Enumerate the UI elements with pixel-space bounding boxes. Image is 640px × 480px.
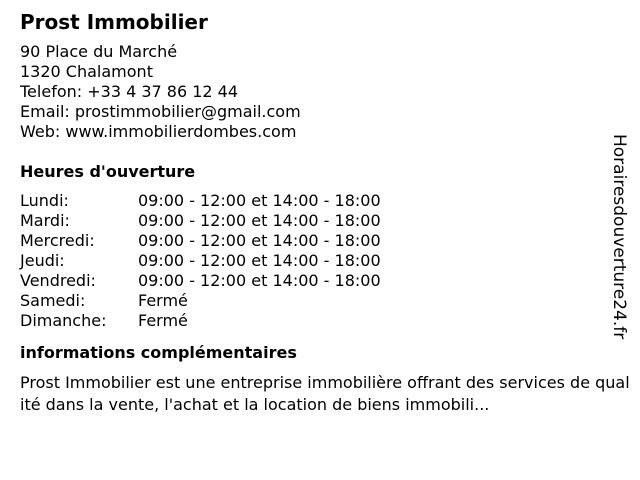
hours-row-monday: [20, 191, 610, 211]
hours-day: Lundi:: [20, 191, 69, 210]
hours-time: 09:00 - 12:00 et 14:00 - 18:00: [138, 271, 381, 290]
hours-row-tuesday: [20, 211, 610, 231]
hours-row-saturday: [20, 291, 610, 311]
additional-info-heading: informations complémentaires: [20, 343, 297, 362]
address-city: 1320 Chalamont: [20, 62, 153, 81]
opening-hours-heading: Heures d'ouverture: [20, 162, 196, 181]
phone-number: Telefon: +33 4 37 86 12 44: [20, 82, 239, 101]
address-street: 90 Place du Marché: [20, 42, 178, 61]
website: Web: www.immobilierdombes.com: [20, 122, 297, 141]
hours-time: 09:00 - 12:00 et 14:00 - 18:00: [138, 191, 381, 210]
hours-row-sunday: [20, 311, 610, 331]
hours-time: 09:00 - 12:00 et 14:00 - 18:00: [138, 211, 381, 230]
hours-day: Mardi:: [20, 211, 70, 230]
hours-row-thursday: [20, 251, 610, 271]
email-address: Email: prostimmobilier@gmail.com: [20, 102, 301, 121]
hours-day: Vendredi:: [20, 271, 96, 290]
hours-time: Fermé: [138, 291, 188, 310]
business-description: Prost Immobilier est une entreprise immobilière offrant des services de qualité dans la vente, l'achat et la location de biens immobili...: [20, 373, 630, 414]
hours-time: Fermé: [138, 311, 188, 330]
hours-time: 09:00 - 12:00 et 14:00 - 18:00: [138, 251, 381, 270]
hours-time: 09:00 - 12:00 et 14:00 - 18:00: [138, 231, 381, 250]
hours-day: Dimanche:: [20, 311, 107, 330]
business-name: Prost Immobilier: [20, 10, 208, 34]
opening-hours-list: [20, 191, 610, 331]
hours-row-wednesday: [20, 231, 610, 251]
hours-row-friday: [20, 271, 610, 291]
hours-day: Samedi:: [20, 291, 86, 310]
hours-day: Mercredi:: [20, 231, 95, 250]
site-watermark: Horairesdouverture24.fr: [609, 134, 629, 340]
hours-day: Jeudi:: [20, 251, 65, 270]
